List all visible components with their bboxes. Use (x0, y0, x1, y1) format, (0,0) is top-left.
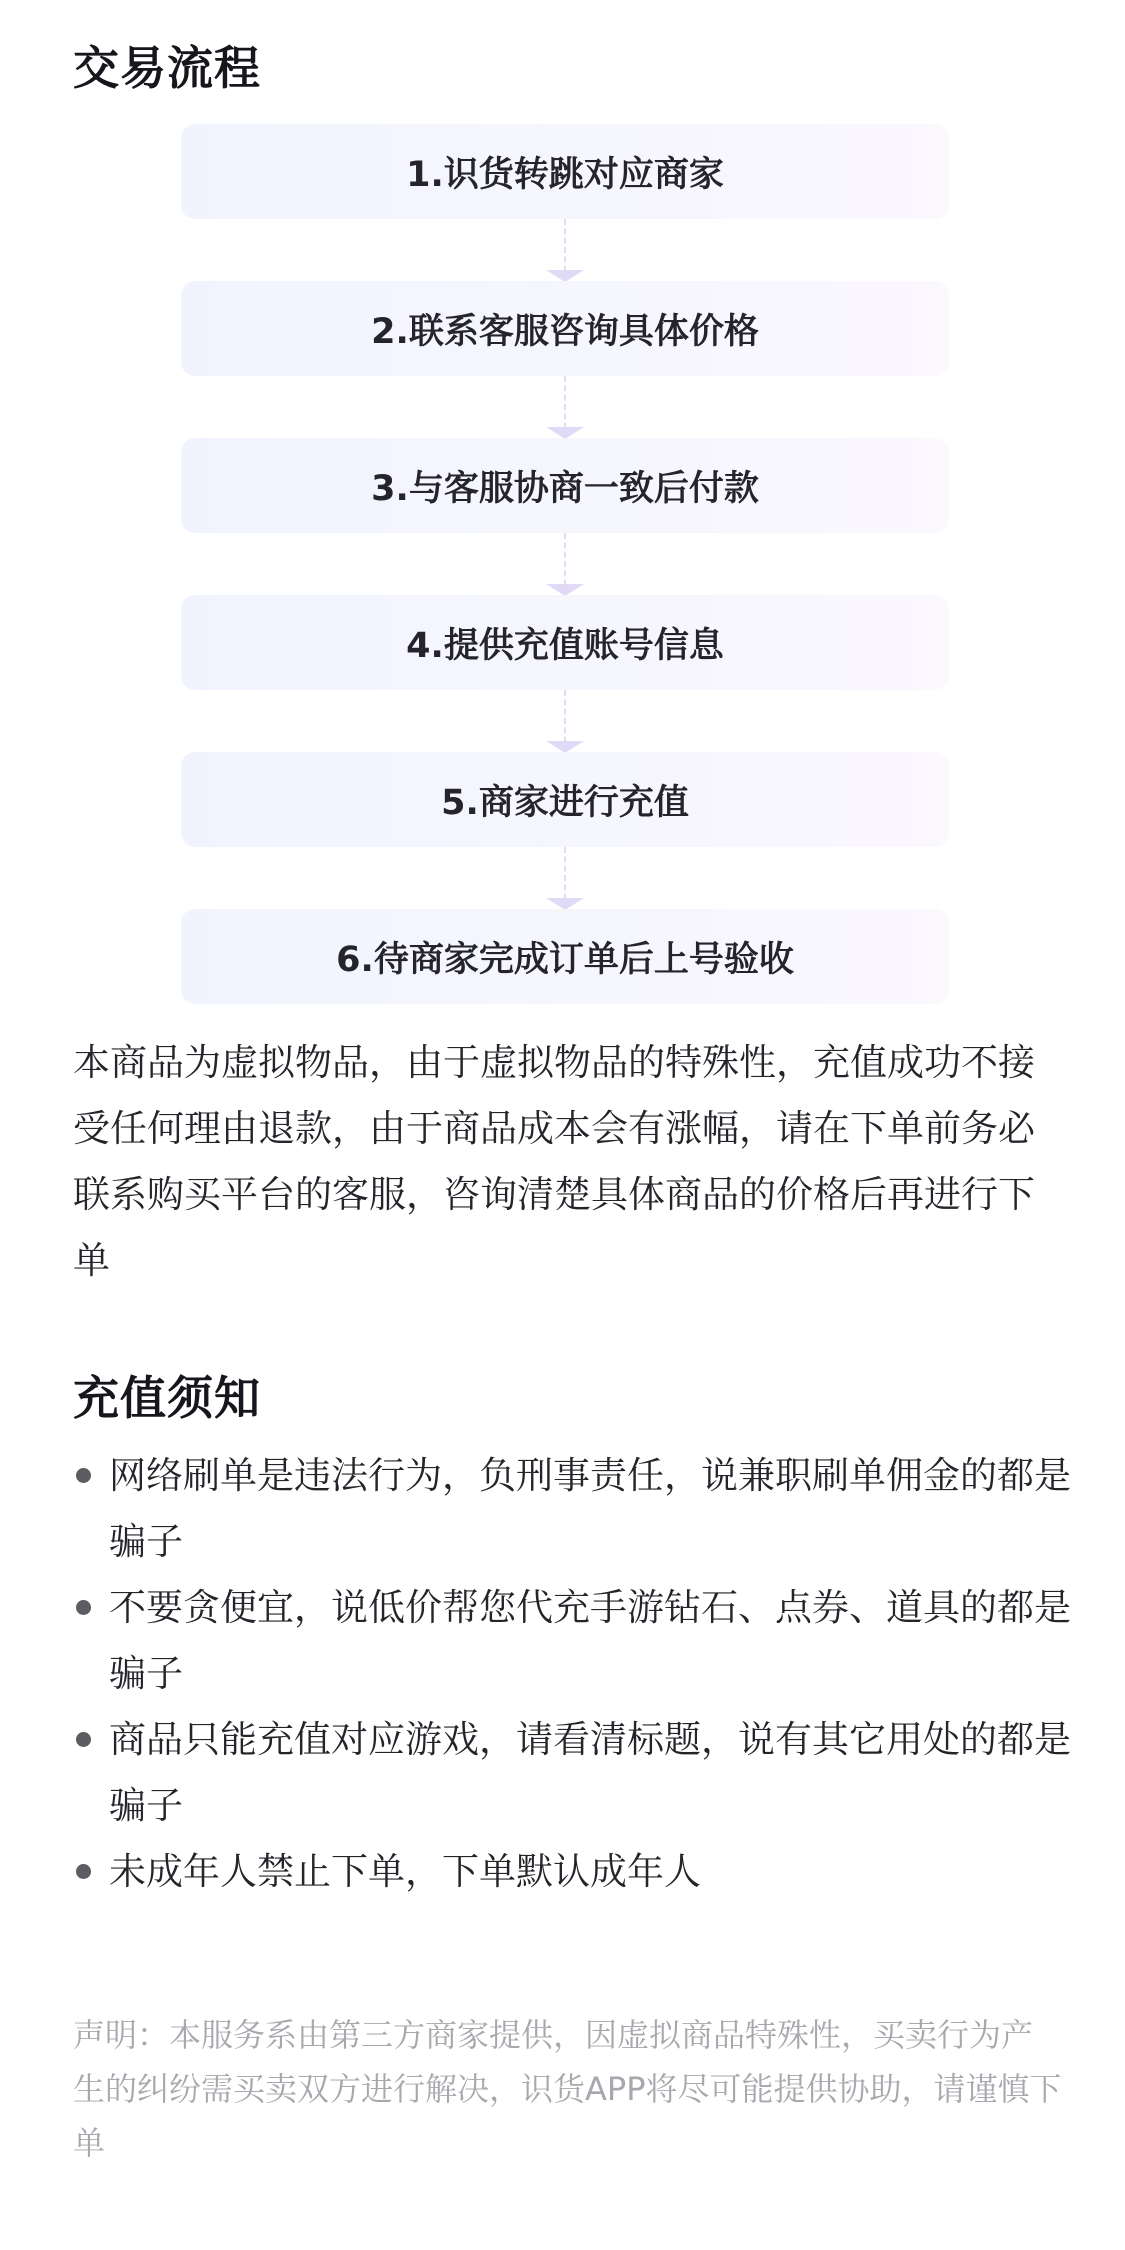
bullet-icon (76, 1468, 91, 1483)
trade-flow-description: 本商品为虚拟物品，由于虚拟物品的特殊性，充值成功不接受任何理由退款，由于商品成本会有涨幅，请在下单前务必联系购买平台的客服，咨询清楚具体商品的价格后再进行下单 (73, 1041, 1035, 1282)
trade-flow-title: 交易流程 (73, 41, 261, 95)
trade-flow-step-5 (181, 752, 949, 847)
trade-flow-step-3 (181, 438, 949, 533)
notice-text: 商品只能充值对应游戏，请看清标题，说有其它用处的都是骗子 (109, 1718, 1071, 1827)
service-disclaimer: 声明：本服务系由第三方商家提供，因虚拟商品特殊性，买卖行为产生的纠纷需买卖双方进行解决，识货APP将尽可能提供协助，请谨慎下单 (73, 2016, 1062, 2162)
trade-flow-step-1 (181, 124, 949, 219)
recharge-notice-list (73, 1443, 1073, 1905)
trade-flow-step-4 (181, 595, 949, 690)
trade-flow-step-6 (181, 909, 949, 1004)
notice-text: 网络刷单是违法行为，负刑事责任，说兼职刷单佣金的都是骗子 (109, 1454, 1071, 1563)
trade-flow-step-2 (181, 281, 949, 376)
step-card: 6.待商家完成订单后上号验收 (181, 909, 949, 1004)
notice-list-item (73, 1707, 1089, 1839)
step-card: 5.商家进行充值 (181, 752, 949, 847)
notice-list-item (73, 1575, 1089, 1707)
notice-text: 未成年人禁止下单，下单默认成年人 (109, 1850, 701, 1893)
bullet-icon (76, 1600, 91, 1615)
step-card: 4.提供充值账号信息 (181, 595, 949, 690)
bullet-icon (76, 1732, 91, 1747)
notice-list-item (73, 1443, 1089, 1575)
notice-list-item (73, 1839, 1089, 1905)
bullet-icon (76, 1864, 91, 1879)
notice-text: 不要贪便宜，说低价帮您代充手游钻石、点券、道具的都是骗子 (109, 1586, 1071, 1695)
step-card: 2.联系客服咨询具体价格 (181, 281, 949, 376)
step-card: 3.与客服协商一致后付款 (181, 438, 949, 533)
recharge-notice-title: 充值须知 (73, 1371, 261, 1425)
step-card: 1.识货转跳对应商家 (181, 124, 949, 219)
trade-flow-steps (181, 124, 949, 1004)
